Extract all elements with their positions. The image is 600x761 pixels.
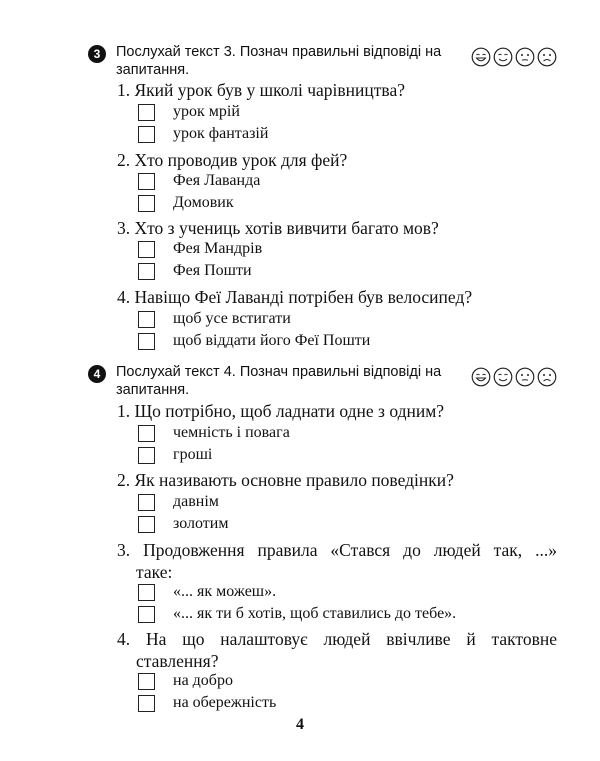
- option-label: щоб усе встигати: [173, 310, 291, 327]
- question-4-3: [117, 539, 557, 583]
- option-4-3-a[interactable]: [138, 582, 276, 602]
- question-text-line: ставлення?: [136, 651, 219, 671]
- option-label: Фея Лаванда: [173, 172, 261, 189]
- option-label: Домовик: [173, 194, 234, 211]
- answer-checkbox[interactable]: [138, 606, 155, 623]
- question-3-1: 1. Який урок був у школі чарівництва?: [117, 80, 405, 100]
- option-4-4-b[interactable]: [138, 693, 276, 713]
- task-instruction: Послухай текст 3. Познач правильні відповіді на запитання.: [116, 44, 442, 78]
- option-4-2-b[interactable]: [138, 514, 228, 534]
- answer-checkbox[interactable]: [138, 195, 155, 212]
- question-text-line: 4. На що налаштовує людей ввічливе й тактовне: [117, 629, 557, 649]
- smiling-face-icon[interactable]: [493, 367, 513, 387]
- task-number-badge: 3: [88, 45, 106, 63]
- answer-checkbox[interactable]: [138, 584, 155, 601]
- laughing-face-icon[interactable]: [471, 47, 491, 67]
- question-3-3: 3. Хто з учениць хотів вивчити багато мов?: [117, 218, 439, 238]
- answer-checkbox[interactable]: [138, 263, 155, 280]
- option-label: золотим: [173, 515, 229, 532]
- option-label: «... як можеш».: [173, 583, 277, 600]
- neutral-face-icon[interactable]: [515, 47, 535, 67]
- task-4: [88, 363, 558, 397]
- question-3-2: 2. Хто проводив урок для фей?: [117, 150, 348, 170]
- task-4-header: [88, 363, 558, 397]
- smiling-face-icon[interactable]: [493, 47, 513, 67]
- option-label: урок мрій: [173, 103, 240, 120]
- answer-checkbox[interactable]: [138, 311, 155, 328]
- option-4-1-a[interactable]: [138, 423, 290, 443]
- answer-checkbox[interactable]: [138, 104, 155, 121]
- question-4-2: 2. Як називають основне правило поведінки?: [117, 470, 454, 490]
- option-3-3-b[interactable]: [138, 261, 252, 281]
- laughing-face-icon[interactable]: [471, 367, 491, 387]
- task-instruction: Послухай текст 4. Познач правильні відповіді на запитання.: [116, 364, 442, 398]
- option-label: щоб віддати його Феї Пошти: [173, 332, 371, 349]
- answer-checkbox[interactable]: [138, 516, 155, 533]
- option-4-4-a[interactable]: [138, 671, 233, 691]
- option-3-4-a[interactable]: [138, 309, 291, 329]
- task-number-badge: 4: [88, 365, 106, 383]
- option-label: давнім: [173, 493, 219, 510]
- option-label: «... як ти б хотів, щоб ставились до тебе».: [173, 605, 457, 622]
- question-4-1: 1. Що потрібно, щоб ладнати одне з одним?: [117, 401, 445, 421]
- option-3-4-b[interactable]: [138, 331, 370, 351]
- option-4-2-a[interactable]: [138, 492, 219, 512]
- answer-checkbox[interactable]: [138, 447, 155, 464]
- option-label: урок фантазій: [173, 125, 269, 142]
- answer-checkbox[interactable]: [138, 126, 155, 143]
- question-4-4: [117, 628, 557, 672]
- answer-checkbox[interactable]: [138, 173, 155, 190]
- task-3-header: [88, 43, 558, 77]
- neutral-face-icon[interactable]: [515, 367, 535, 387]
- answer-checkbox[interactable]: [138, 695, 155, 712]
- answer-checkbox[interactable]: [138, 673, 155, 690]
- answer-checkbox[interactable]: [138, 494, 155, 511]
- option-label: чемність і повага: [173, 424, 290, 441]
- option-3-2-a[interactable]: [138, 171, 260, 191]
- question-3-4: 4. Навіщо Феї Лаванді потрібен був велосипед?: [117, 287, 473, 307]
- option-label: на обережність: [173, 694, 277, 711]
- self-assessment-smileys: [471, 367, 557, 387]
- answer-checkbox[interactable]: [138, 425, 155, 442]
- answer-checkbox[interactable]: [138, 241, 155, 258]
- option-4-1-b[interactable]: [138, 445, 212, 465]
- page-number: 4: [296, 716, 304, 733]
- option-3-1-b[interactable]: [138, 124, 268, 144]
- option-4-3-b[interactable]: [138, 604, 456, 624]
- option-3-2-b[interactable]: [138, 193, 234, 213]
- option-label: гроші: [173, 446, 213, 463]
- answer-checkbox[interactable]: [138, 333, 155, 350]
- option-label: Фея Мандрів: [173, 240, 263, 257]
- question-text-line: 3. Продовження правила «Стався до людей так, ...»: [117, 540, 557, 560]
- sad-face-icon[interactable]: [537, 47, 557, 67]
- self-assessment-smileys: [471, 47, 557, 67]
- option-label: Фея Пошти: [173, 262, 252, 279]
- task-3: [88, 43, 558, 77]
- sad-face-icon[interactable]: [537, 367, 557, 387]
- question-text-line: таке:: [136, 562, 173, 582]
- option-3-3-a[interactable]: [138, 239, 262, 259]
- option-label: на добро: [173, 672, 233, 689]
- option-3-1-a[interactable]: [138, 102, 240, 122]
